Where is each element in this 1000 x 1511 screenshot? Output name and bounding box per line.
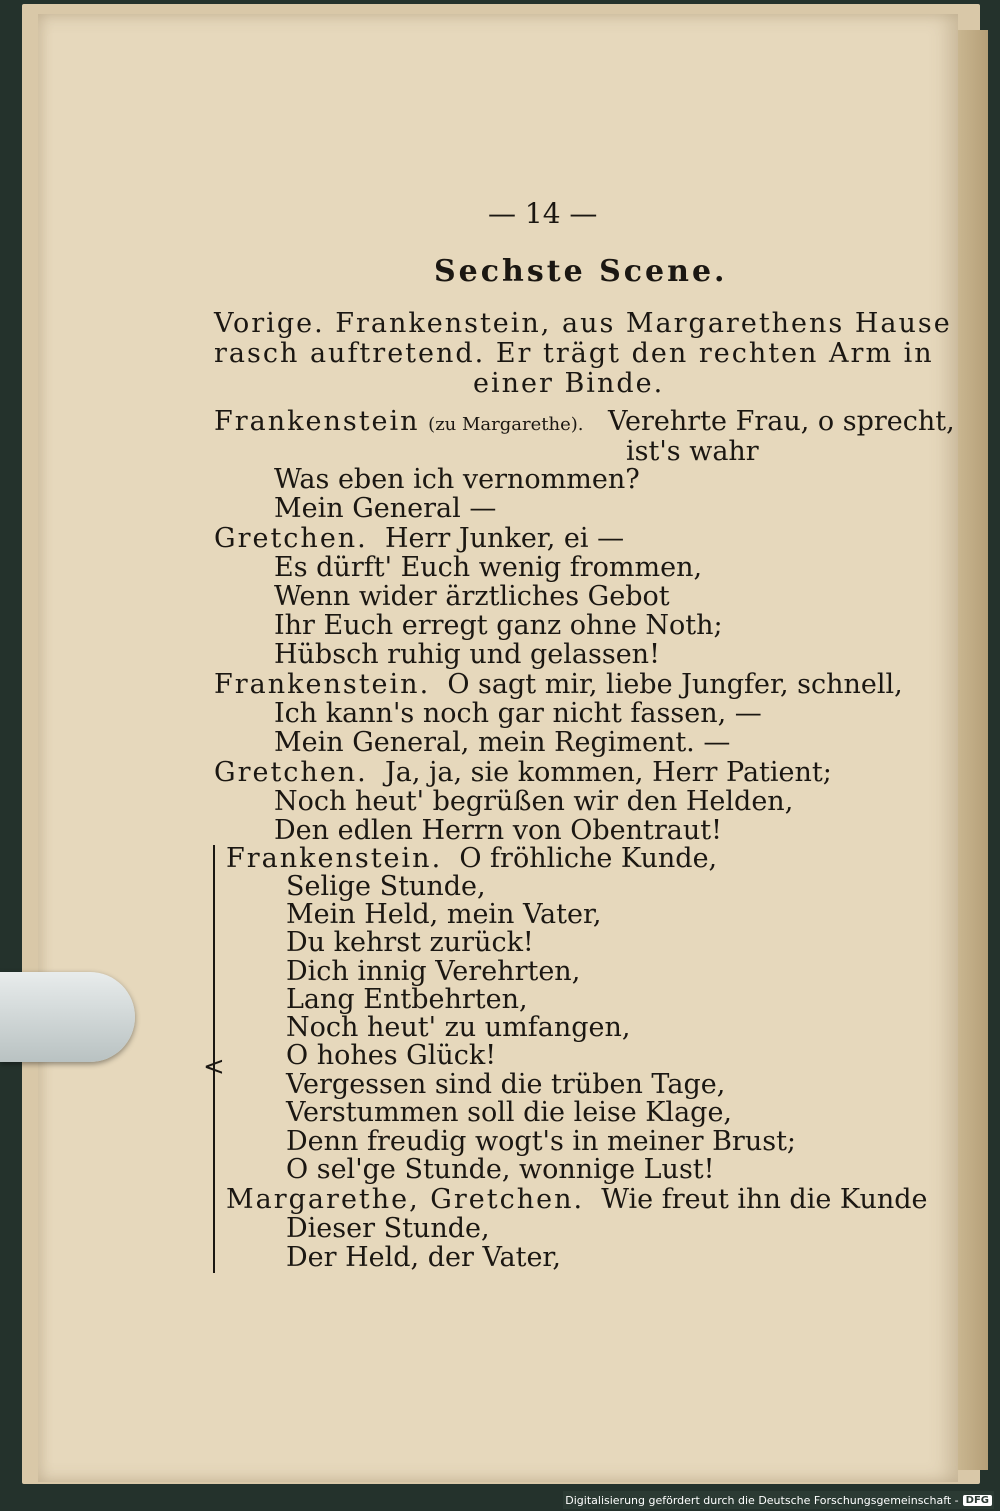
page-number: — 14 — [488,197,598,230]
speaker-name: Frankenstein [214,406,420,437]
stage-direction-line: rasch auftretend. Er trägt den rechten Arm in [214,338,934,369]
dialogue-line [214,406,584,441]
dfg-logo: DFG [963,1495,992,1506]
dialogue-text: Hübsch ruhig und gelassen! [274,639,660,670]
dialogue-text: O hohes Glück! [286,1040,497,1071]
dialogue-text: Noch heut' zu umfangen, [286,1012,631,1043]
speaker-name: Gretchen. [214,523,368,554]
speaker-name: Margarethe, Gretchen. [226,1184,585,1215]
dialogue-text: O sel'ge Stunde, wonnige Lust! [286,1154,715,1185]
dialogue-text: Der Held, der Vater, [286,1242,561,1273]
dialogue-text: Du kehrst zurück! [286,927,534,958]
speaker-name: Frankenstein. [226,843,443,874]
dialogue-text: Wie freut ihn die Kunde [601,1184,928,1215]
scene-title: Sechste Scene. [434,254,728,289]
dialogue-text: Ich kann's noch gar nicht fassen, — [274,698,762,729]
stage-note: (zu Margarethe). [428,414,584,435]
dialogue-text: Ihr Euch erregt ganz ohne Noth; [274,610,723,641]
dialogue-text: Was eben ich vernommen? [274,464,640,495]
dialogue-text: Vergessen sind die trüben Tage, [286,1069,726,1100]
dialogue-text: Den edlen Herrn von Obentraut! [274,815,722,846]
dialogue-text: Selige Stunde, [286,871,486,902]
dialogue-text: Es dürft' Euch wenig frommen, [274,552,703,583]
dialogue-text: Mein General, mein Regiment. — [274,727,731,758]
dialogue-line [214,669,903,701]
dialogue-text: Verstummen soll die leise Klage, [286,1097,733,1128]
dialogue-line [226,1184,928,1216]
dialogue-text: Dich innig Verehrten, [286,956,581,987]
dialogue-text: Denn freudig wogt's in meiner Brust; [286,1126,797,1157]
stage-direction-line: einer Binde. [473,368,665,399]
dialogue-text: Noch heut' begrüßen wir den Helden, [274,786,794,817]
speaker-name: Gretchen. [214,757,368,788]
footer-credit [563,1491,994,1509]
dialogue-text: Lang Entbehrten, [286,984,528,1015]
dialogue-text: Mein Held, mein Vater, [286,899,602,930]
stage-direction-line: Vorige. Frankenstein, aus Margarethens Hause [214,308,952,339]
dialogue-line [214,757,832,789]
dialogue-text: Dieser Stunde, [286,1213,490,1244]
dialogue-text: ist's wahr [626,436,759,467]
brace-tip: < [203,1052,225,1082]
dialogue-text: Verehrte Frau, o sprecht, [608,406,955,437]
dialogue-text: Ja, ja, sie kommen, Herr Patient; [384,757,832,788]
footer-text: Digitalisierung gefördert durch die Deutsche Forschungsgemeinschaft - [565,1493,959,1507]
dialogue-text: Mein General — [274,493,497,524]
dialogue-text: O fröhliche Kunde, [459,843,718,874]
dialogue-text: Wenn wider ärztliches Gebot [274,581,670,612]
dialogue-line [214,523,624,555]
speaker-name: Frankenstein. [214,669,431,700]
dialogue-text: Herr Junker, ei — [384,523,625,554]
dialogue-text: O sagt mir, liebe Jungfer, schnell, [447,669,903,700]
